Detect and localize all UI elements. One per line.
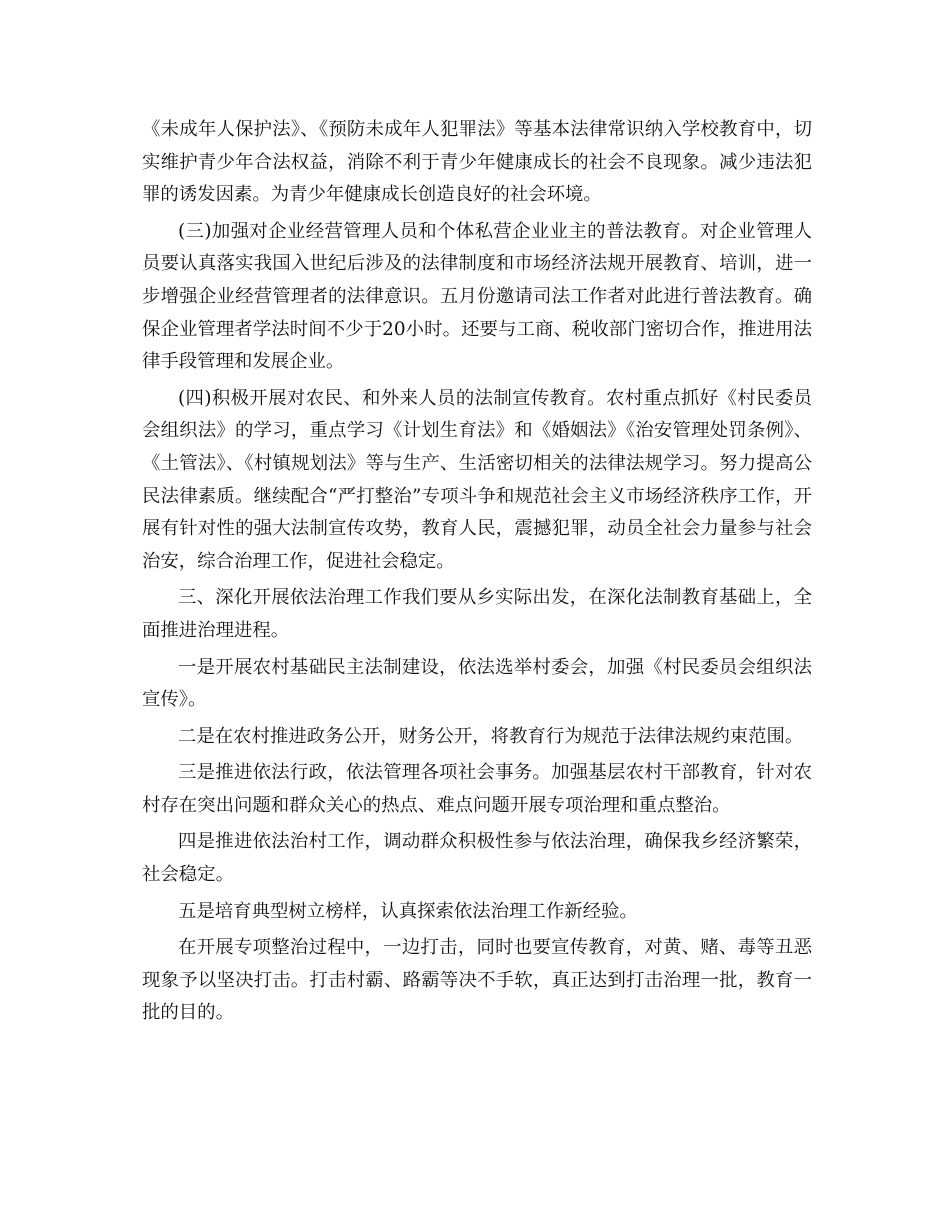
paragraph-6: 二是在农村推进政务公开，财务公开，将教育行为规范于法律法规约束范围。 (178, 725, 804, 747)
paragraph-7: 三是推进依法行政，依法管理各项社会事务。加强基层农村干部教育，针对农村存在突出问题和群众关心的热点、难点问题开展专项治理和重点整治。 (142, 762, 812, 816)
document-page (142, 114, 812, 1034)
paragraph-10: 在开展专项整治过程中，一边打击，同时也要宣传教育，对黄、赌、毒等丑恶现象予以坚决打击。打击村霸、路霸等决不手软，真正达到打击治理一批，教育一批的目的。 (142, 937, 812, 1024)
paragraph-4: 三、深化开展依法治理工作我们要从乡实际出发，在深化法制教育基础上，全面推进治理进程。 (142, 587, 812, 641)
paragraph-8: 四是推进依法治村工作，调动群众积极性参与依法治理，确保我乡经济繁荣，社会稳定。 (142, 831, 812, 886)
paragraph-1: 《未成年人保护法》、《预防未成年人犯罪法》等基本法律常识纳入学校教育中，切实维护青少年合法权益，消除不利于青少年健康成长的社会不良现象。减少违法犯罪的诱发因素。为青少年健康成长创造良好的社会环境。 (142, 119, 812, 206)
paragraph-3: (四)积极开展对农民、和外来人员的法制宣传教育。农村重点抓好《村民委员会组织法》的学习，重点学习《计划生育法》和《婚姻法》《治安管理处罚条例》、《土管法》、《村镇规划法》等与生产、生活密切相关的法律法规学习。努力提高公民法律素质。继续配合“严打整治”专项斗争和规范社会主义市场经济秩序工作，开展有针对性的强大法制宣传攻势，教育人民，震撼犯罪，动员全社会力量参与社会治安，综合治理工作，促进社会稳定。 (142, 387, 812, 572)
paragraph-9: 五是培育典型树立榜样，认真探索依法治理工作新经验。 (178, 900, 638, 922)
paragraph-2: (三)加强对企业经营管理人员和个体私营企业业主的普法教育。对企业管理人员要认真落实我国入世纪后涉及的法律制度和市场经济法规开展教育、培训，进一步增强企业经营管理者的法律意识。五月份邀请司法工作者对此进行普法教育。确保企业管理者学法时间不少于20小时。还要与工商、税收部门密切合作，推进用法律手段管理和发展企业。 (142, 220, 812, 373)
paragraph-5: 一是开展农村基础民主法制建设，依法选举村委会，加强《村民委员会组织法宣传》。 (142, 656, 812, 711)
